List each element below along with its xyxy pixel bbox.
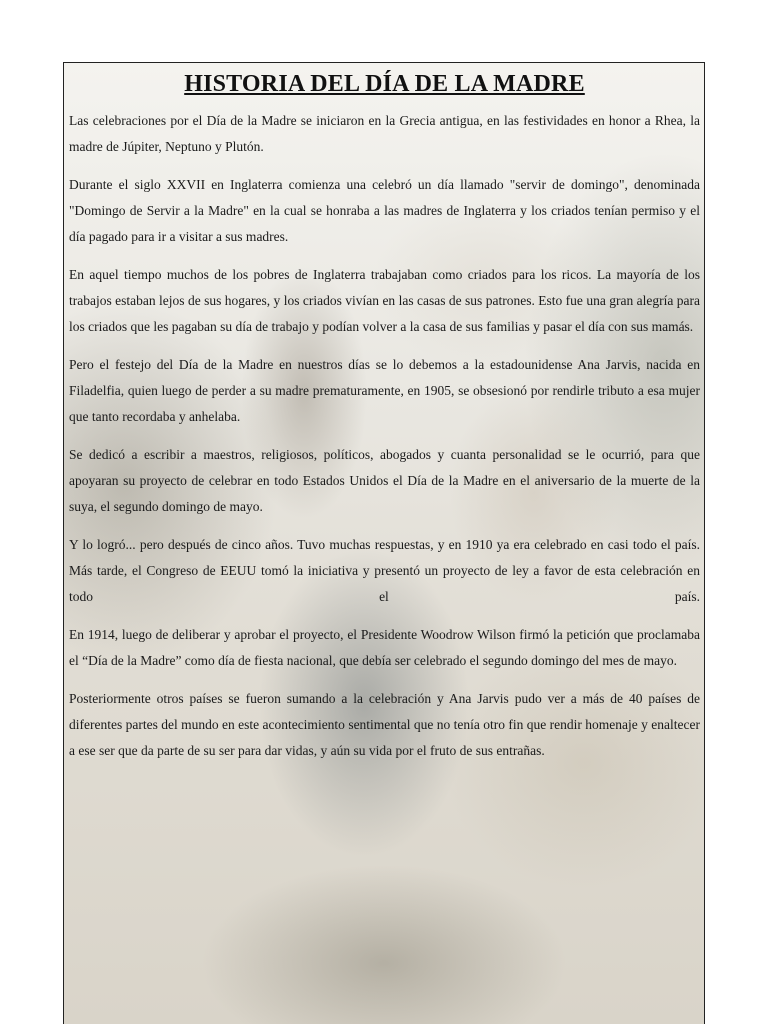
paragraph-5: Se dedicó a escribir a maestros, religiosos, políticos, abogados y cuanta personalidad se le ocurrió, para que apoyaran su proyecto de celebrar en todo Estados Unidos el Día de la Madre en el aniversario de la muerte de la suya, el segundo domingo de mayo.: [69, 447, 700, 514]
paragraph-6: Y lo logró... pero después de cinco años. Tuvo muchas respuestas, y en 1910 ya era celebrado en casi todo el país. Más tarde, el Congreso de EEUU tomó la iniciativa y presentó un proyecto de ley a favor de esta celebración en todo el país.: [69, 537, 700, 604]
paragraph-3: En aquel tiempo muchos de los pobres de Inglaterra trabajaban como criados para los ricos. La mayoría de los trabajos estaban lejos de sus hogares, y los criados vivían en las casas de sus patrones. Esto fue una gran alegría para los criados que les pagaban su día de trabajo y podían volver a la casa de sus familias y pasar el día con sus mamás.: [69, 267, 700, 334]
page-frame: [63, 62, 705, 1024]
paragraph-8: Posteriormente otros países se fueron sumando a la celebración y Ana Jarvis pudo ver a más de 40 países de diferentes partes del mundo en este acontecimiento sentimental que no tenía otro fin que rendir homenaje y enaltecer a ese ser que da parte de su ser para dar vidas, y aún su vida por el fruto de sus entrañas.: [69, 691, 700, 758]
document-body: [69, 69, 700, 776]
paragraph-4: Pero el festejo del Día de la Madre en nuestros días se lo debemos a la estadounidense Ana Jarvis, nacida en Filadelfia, quien luego de perder a su madre prematuramente, en 1905, se obsesionó por rendirle tributo a esa mujer que tanto recordaba y anhelaba.: [69, 357, 700, 424]
paragraph-7: En 1914, luego de deliberar y aprobar el proyecto, el Presidente Woodrow Wilson firmó la petición que proclamaba el “Día de la Madre” como día de fiesta nacional, que debía ser celebrado el segundo domingo del mes de mayo.: [69, 627, 700, 668]
paragraph-1: Las celebraciones por el Día de la Madre se iniciaron en la Grecia antigua, en las festividades en honor a Rhea, la madre de Júpiter, Neptuno y Plutón.: [69, 113, 700, 154]
document-title: HISTORIA DEL DÍA DE LA MADRE: [184, 71, 585, 97]
paragraph-2: Durante el siglo XXVII en Inglaterra comienza una celebró un día llamado "servir de domingo", denominada "Domingo de Servir a la Madre" en la cual se honraba a las madres de Inglaterra y los criados tenían permiso y el día pagado para ir a visitar a sus madres.: [69, 177, 700, 244]
